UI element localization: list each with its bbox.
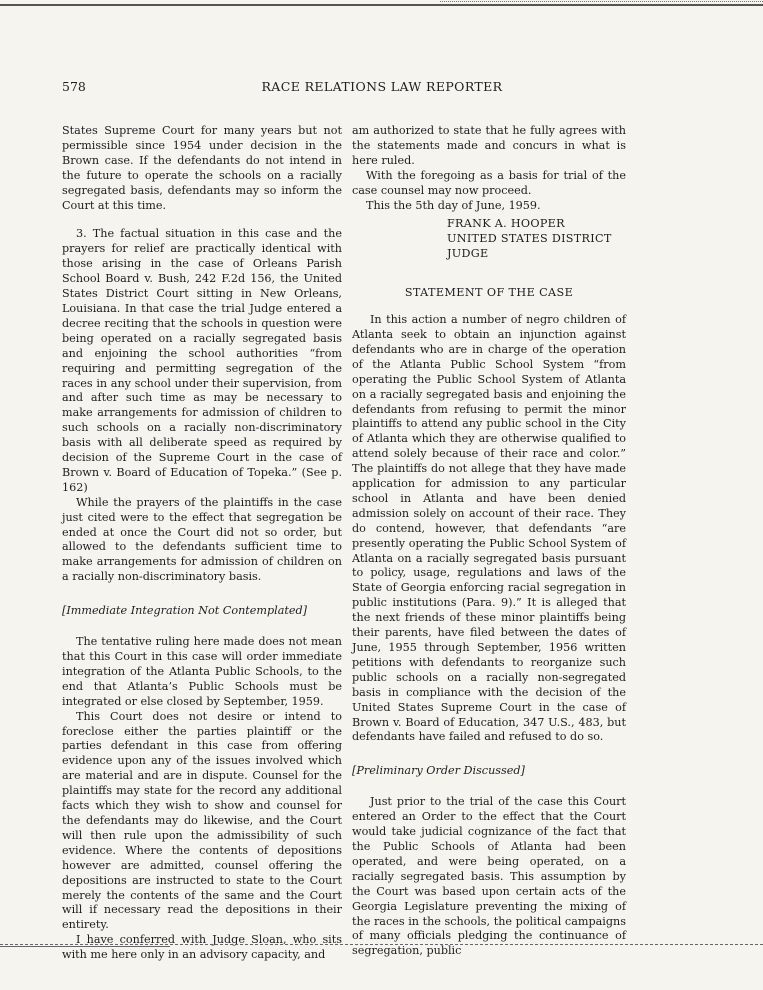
paragraph: Just prior to the trial of the case this Court entered an Order to the effect that the Court would take judicial cognizance of the fact that the Public Schools of Atlanta had been operated, and were being operated, on a racially segregated basis. This assumption by the Court was based upon certain acts of the Georgia Legislature preventing the mixing of the races in the schools, the political campaigns of many officials pledging the continuance of segregation, public (352, 795, 626, 958)
paragraph: This Court does not desire or intend to foreclose either the parties plaintiff or the parties defendant in this case from offering evidence upon any of the issues involved which are material and are in dispute. Counsel for the plaintiffs may state for the record any additional facts which they wish to show and counsel for the defendants may do likewise, and the Court will then rule upon the admissibility of such evidence. Where the contents of depositions however are admitted, counsel offering the depositions are instructed to state to the Court merely the contents of the same and the Court will if necessary read the depositions in their entirety. (62, 709, 342, 932)
page-number: 578 (62, 79, 86, 94)
right-column (352, 124, 626, 959)
paragraph: 3. The factual situation in this case and the prayers for relief are practically identical with those arising in the case of Orleans Parish School Board v. Bush, 242 F.2d 156, the United States District Court sitting in New Orleans, Louisiana. In that case the trial Judge entered a decree reciting that the schools in question were being operated on a racially segregated basis and enjoining the school authorities “from requiring and permitting segregation of the races in any school under their supervision, from and after such time as may be necessary to make arrangements for admission of children to such schools on a racially non-discriminatory basis with all deliberate speed as required by decision of the Supreme Court in the case of Brown v. Board of Education of Topeka.” (See p. 162) (62, 227, 342, 494)
paragraph: States Supreme Court for many years but not permissible since 1954 under decision in the Brown case. If the defendants do not intend in the future to operate the schools on a racially segregated basis, defendants may so inform the Court at this time. (62, 124, 342, 212)
judge-title: UNITED STATES DISTRICT (447, 232, 612, 246)
paragraph: The tentative ruling here made does not mean that this Court in this case will order immediate integration of the Atlanta Public Schools, to the end that Atlanta’s Public Schools must be integrated or else closed by September, 1959. (62, 635, 342, 708)
paragraph: I have conferred with Judge Sloan, who sits with me here only in an advisory capacity, and (62, 933, 342, 962)
judge-title: JUDGE (447, 247, 489, 261)
section-title: STATEMENT OF THE CASE (404, 286, 574, 300)
paragraph: With the foregoing as a basis for trial of the case counsel may now proceed. (352, 168, 626, 197)
date-line: This the 5th day of June, 1959. (366, 198, 541, 212)
signature-block (447, 217, 626, 262)
section-subheading: [Immediate Integration Not Contemplated] (62, 604, 308, 618)
top-dotted-rule (440, 1, 763, 3)
page-header (62, 79, 702, 97)
judge-name: FRANK A. HOOPER (447, 217, 565, 231)
left-column (62, 124, 342, 963)
bottom-rule (0, 946, 170, 947)
paragraph: While the prayers of the plaintiffs in the case just cited were to the effect that segregation be ended at once the Court did not so order, but allowed to the defendants sufficient time to make arrangements for admission of children on a racially non-discriminatory basis. (62, 495, 342, 584)
paragraph: am authorized to state that he fully agrees with the statements made and concurs in what is here ruled. (352, 124, 626, 167)
top-rule (0, 4, 763, 6)
paragraph: In this action a number of negro children of Atlanta seek to obtain an injunction against defendants who are in charge of the operation of the Atlanta Public School System “from operating the Public School System of Atlanta on a racially segregated basis and enjoining the defendants from refusing to permit the minor plaintiffs to attend any public school in the City of Atlanta which they are otherwise qualified to attend solely because of their race and color.” The plaintiffs do not allege that they have made application for admission to any particular school in Atlanta and have been denied admission solely on account of their race. They do contend, however, that defendants “are presently operating the Public School System of Atlanta on a racially segregated basis pursuant to policy, usage, regulations and laws of the State of Georgia enforcing racial segregation in public institutions (Para. 9).” It is alleged that the next friends of these minor plaintiffs being their parents, have filed between the dates of June, 1955 through September, 1956 written petitions with defendants to reorganize such public schools on a racially non-segregated basis in compliance with the decision of the United States Supreme Court in the case of Brown v. Board of Education, 347 U.S., 483, but defendants have failed and refused to do so. (352, 313, 626, 744)
running-title: RACE RELATIONS LAW REPORTER (261, 79, 503, 94)
section-subheading: [Preliminary Order Discussed] (352, 764, 525, 778)
